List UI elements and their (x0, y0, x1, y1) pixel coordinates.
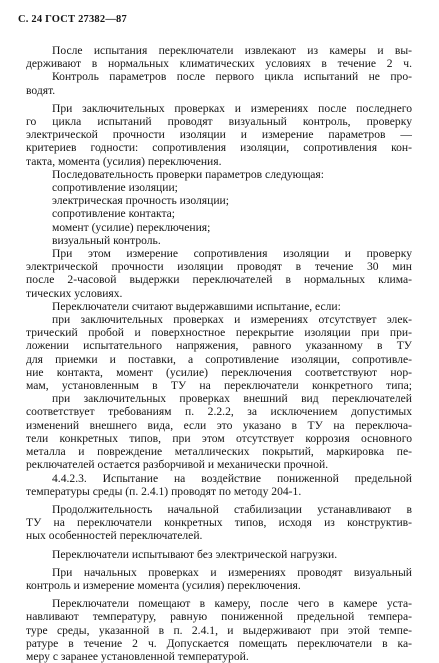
text-line: ТУ на переключатели конкретных типов, исходя из конструктив- (26, 516, 412, 530)
text-line: держивают в нормальных климатических условиях в течение 2 ч. (26, 57, 412, 71)
text-line: Последовательность проверки параметров следующая: (52, 167, 324, 181)
text-line: мам, установленным в ТУ на переключатели конкретного типа; (26, 379, 412, 393)
text-line: изменений внешнего вида, если это указано в ТУ на переключа- (26, 418, 412, 432)
text-line: сопротивление контакта; (52, 207, 176, 221)
text-line: после 2-часовой выдержки переключателей в нормальных клима- (26, 273, 412, 287)
text-line: для приемки и поставки, а сопротивление изоляции, сопротивле- (26, 352, 412, 366)
text-line: Продолжительность начальной стабилизации устанавливают в (52, 502, 412, 516)
text-line: 4.4.2.3. Испытание на воздействие пониженной предельной (52, 471, 412, 485)
text-line: при заключительных проверках внешний вид переключателей (52, 392, 412, 406)
text-line: контроль и измерение момента (усилия) переключения. (26, 578, 301, 592)
text-line: ние контакта, момент (усилие) переключения соответствуют нор- (26, 365, 412, 379)
text-line: При заключительных проверках и измерениях после последнего (52, 101, 412, 115)
text-line: Переключатели испытывают без электрической нагрузки. (52, 547, 338, 561)
text-line: момент (усилие) переключения; (52, 220, 211, 234)
text-line: соответствует требованиям п. 2.2.2, за исключением допустимых (26, 405, 412, 419)
text-line: Переключатели считают выдержавшими испытание, если: (52, 299, 341, 313)
text-line: туре среды, указанной в п. 2.4.1, и выдерживают при этой темпе- (26, 623, 412, 637)
text-line: электрической прочности изоляции и измерение параметров — (26, 128, 412, 142)
text-line: тели конкретных типов, при этом отсутствует коррозия основного (26, 431, 412, 445)
text-line: ратуре в течение 2 ч. Допускается помещать переключатели в ка- (26, 636, 412, 650)
document-body (26, 44, 412, 663)
text-line: визуальный контроль. (52, 233, 161, 247)
text-line: го цикла испытаний проводят визуальный контроль, проверку (26, 115, 412, 129)
text-line: Контроль параметров после первого цикла испытаний не про- (52, 70, 412, 84)
text-line: После испытания переключатели извлекают из камеры и вы- (52, 44, 412, 57)
text-line: тических условиях. (26, 286, 123, 300)
text-line: электрической прочности изоляции проводят в течение 30 мин (26, 260, 412, 274)
text-line: металла и повреждение металлических покрытий, маркировка пе- (26, 445, 412, 459)
text-line: При этом измерение сопротивления изоляции и проверку (52, 247, 412, 261)
text-line: При начальных проверках и измерениях проводят визуальный (52, 565, 412, 579)
text-line: при заключительных проверках и измерениях отсутствует элек- (52, 313, 412, 327)
text-line: навливают температуру, равную пониженной предельной темпера- (26, 610, 412, 624)
text-line: реключателей остается разборчивой и механически прочной. (26, 458, 329, 472)
text-line: водят. (26, 83, 56, 97)
page-header: С. 24 ГОСТ 27382—87 (18, 14, 127, 25)
text-line: критериев годности: сопротивления изоляции, сопротивления кон- (26, 141, 412, 155)
text-line: сопротивление изоляции; (52, 181, 178, 195)
text-line: температуры среды (п. 2.4.1) проводят по методу 204-1. (26, 484, 302, 498)
text-line: Переключатели помещают в камеру, после чего в камере уста- (52, 597, 412, 611)
text-line: меру с заранее установленной температурой. (26, 649, 249, 663)
text-line: трический пробой и поверхностное перекрытие изоляции при при- (26, 326, 412, 340)
text-line: ных особенностей переключателей. (26, 529, 203, 543)
text-line: ложении испытательного напряжения, равного указанному в ТУ (26, 339, 412, 353)
text-line: такта, момента (усилия) переключения. (26, 154, 222, 168)
text-line: электрическая прочность изоляции; (52, 194, 229, 208)
